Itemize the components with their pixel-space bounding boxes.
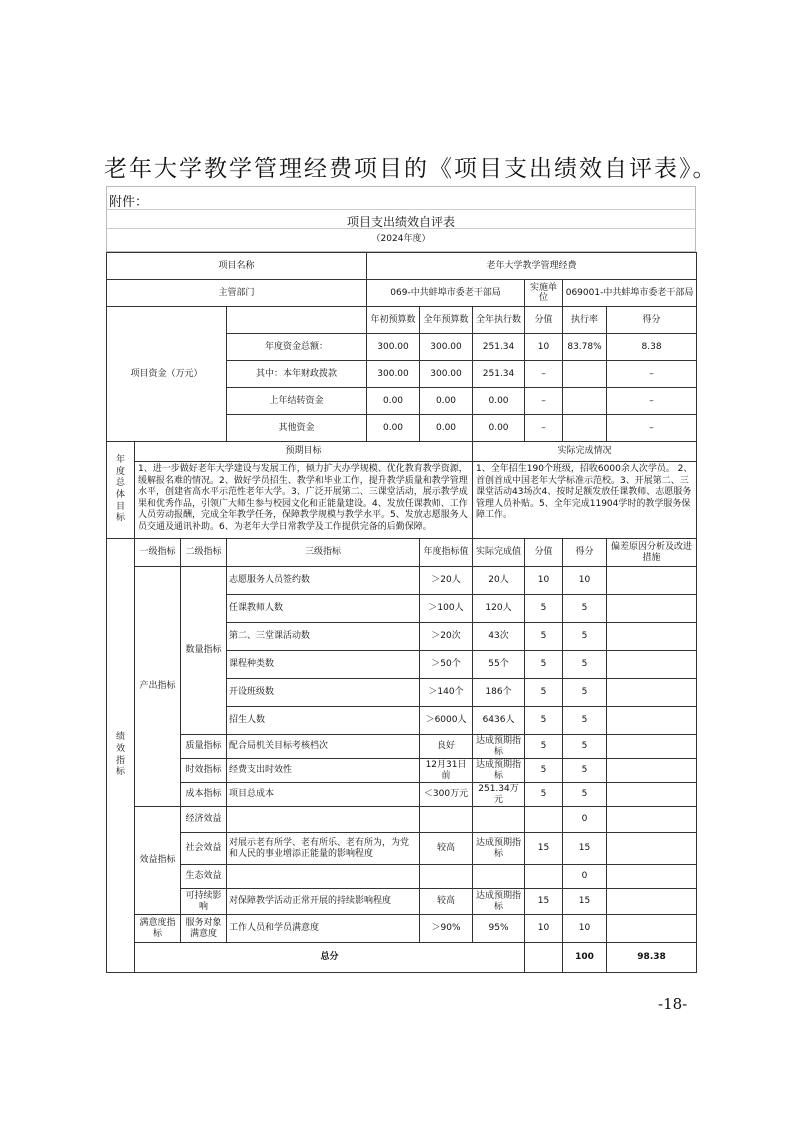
indicator-row (107, 915, 697, 943)
impl-value: 069001-中共蚌埠市委老干部局 (563, 280, 697, 307)
dept-value: 069-中共蚌埠市委老干部局 (367, 280, 525, 307)
l1-satisfaction: 满意度指标 (135, 915, 181, 943)
funds-header: 得分 (607, 307, 697, 334)
indicator-target: ＞50个 (420, 651, 473, 679)
indicator-score: 5 (525, 783, 563, 807)
indicator-header: 得分 (563, 539, 607, 567)
funds-header: 全年预算数 (420, 307, 473, 334)
dept-label: 主管部门 (107, 280, 367, 307)
funds-label: 项目资金（万元） (107, 307, 227, 442)
indicator-got: 10 (563, 567, 607, 595)
indicator-row (107, 833, 697, 865)
funds-cell: 251.34 (473, 361, 525, 388)
indicator-name: 项目总成本 (227, 783, 420, 807)
goals-label: 年度总体目标 (116, 454, 126, 524)
indicator-actual: 6436人 (473, 707, 525, 735)
indicator-got: 0 (563, 807, 607, 833)
indicator-target: ＜300万元 (420, 783, 473, 807)
indicator-row (107, 567, 697, 595)
indicator-actual: 43次 (473, 623, 525, 651)
funds-cell: 300.00 (367, 361, 420, 388)
funds-header: 分值 (525, 307, 563, 334)
indicator-target: 较高 (420, 833, 473, 865)
indicator-side-label (107, 539, 135, 973)
indicator-name: 第二、三堂课活动数 (227, 623, 420, 651)
total-row (107, 943, 697, 973)
indicator-got: 5 (563, 623, 607, 651)
department-row (107, 280, 697, 307)
funds-cell: 0.00 (367, 388, 420, 415)
planned-text: 1、进一步做好老年大学建设与发展工作，倾力扩大办学规模、优化教育教学资源，缓解报名难的情况。2、做好学员招生、教学和毕业工作，提升教学质量和教学管理水平，创建省高水平示范性老年大学。3、广泛开展第二、三课堂活动，展示教学成果和优秀作品，引领广大师生参与校园文化和正能量建设。4、发放任课教师、工作人员劳动报酬，完成全年教学任务，保障教学规模与教学水平。5、发放志愿服务人员交通及通讯补助。6、为老年大学日常教学及工作提供完备的后勤保障。 (135, 462, 473, 539)
funds-cell: 251.34 (473, 334, 525, 361)
actual-header: 实际完成情况 (473, 442, 697, 462)
funds-row-name: 上年结转资金 (227, 388, 367, 415)
funds-cell: 0.00 (473, 415, 525, 442)
indicator-score: 15 (525, 889, 563, 915)
total-label: 总分 (135, 943, 525, 973)
indicator-actual: 55个 (473, 651, 525, 679)
funds-header-row (107, 307, 697, 334)
indicator-got: 15 (563, 889, 607, 915)
indicators-label: 绩效指标 (116, 732, 126, 778)
l2-economic: 经济效益 (181, 807, 227, 833)
funds-cell: – (525, 415, 563, 442)
indicator-actual: 达成预期指标 (473, 833, 525, 865)
indicator-target: ＞6000人 (420, 707, 473, 735)
indicator-header: 偏差原因分析及改进措施 (607, 539, 697, 567)
indicator-got: 0 (563, 865, 607, 889)
funds-cell: – (607, 361, 697, 388)
indicator-got: 5 (563, 759, 607, 783)
form-header (106, 186, 696, 252)
indicator-actual: 251.34万元 (473, 783, 525, 807)
indicator-target: ＞20人 (420, 567, 473, 595)
funds-cell: 83.78% (563, 334, 607, 361)
funds-cell (563, 388, 607, 415)
indicator-row (107, 865, 697, 889)
impl-label: 实施单位 (525, 280, 563, 307)
indicator-name: 对保障教学活动正常开展的持续影响程度 (227, 889, 420, 915)
indicator-score: 5 (525, 623, 563, 651)
indicator-header: 二级指标 (181, 539, 227, 567)
indicator-row (107, 783, 697, 807)
indicator-score: 10 (525, 915, 563, 943)
project-name-row (107, 253, 697, 280)
indicator-name: 开设班级数 (227, 679, 420, 707)
funds-header: 执行率 (563, 307, 607, 334)
indicator-got: 5 (563, 651, 607, 679)
indicator-score: 10 (525, 567, 563, 595)
funds-row-name: 其他资金 (227, 415, 367, 442)
indicator-name: 工作人员和学员满意度 (227, 915, 420, 943)
indicator-header-row (107, 539, 697, 567)
table-year: （2024年度） (371, 234, 431, 244)
indicator-target: 12月31日前 (420, 759, 473, 783)
project-name-value: 老年大学教学管理经费 (367, 253, 697, 280)
indicator-target: ＞20次 (420, 623, 473, 651)
indicator-row (107, 735, 697, 759)
indicator-target: 较高 (420, 889, 473, 915)
indicator-score: 15 (525, 833, 563, 865)
indicator-header: 实际完成值 (473, 539, 525, 567)
indicator-row (107, 759, 697, 783)
indicator-score: 5 (525, 707, 563, 735)
funds-cell: 0.00 (420, 415, 473, 442)
funds-cell: 0.00 (420, 388, 473, 415)
indicator-got: 15 (563, 833, 607, 865)
funds-header: 年初预算数 (367, 307, 420, 334)
l2-timeliness: 时效指标 (181, 759, 227, 783)
l2-cost: 成本指标 (181, 783, 227, 807)
indicator-actual: 186个 (473, 679, 525, 707)
indicator-header: 分值 (525, 539, 563, 567)
funds-cell (563, 415, 607, 442)
l1-benefit: 效益指标 (135, 807, 181, 915)
funds-cell: 0.00 (367, 415, 420, 442)
indicator-got: 5 (563, 707, 607, 735)
indicator-target: ＞100人 (420, 595, 473, 623)
indicator-got: 5 (563, 595, 607, 623)
indicator-target: ＞140个 (420, 679, 473, 707)
funds-cell: 300.00 (420, 334, 473, 361)
l2-satisfaction: 服务对象满意度 (181, 915, 227, 943)
funds-cell: 300.00 (420, 361, 473, 388)
l2-quantity: 数量指标 (181, 567, 227, 735)
indicator-name: 课程种类数 (227, 651, 420, 679)
indicator-got: 5 (563, 679, 607, 707)
indicator-header: 一级指标 (135, 539, 181, 567)
l2-social: 社会效益 (181, 833, 227, 865)
indicator-row (107, 807, 697, 833)
funds-cell: – (525, 388, 563, 415)
project-name-label: 项目名称 (107, 253, 367, 280)
funds-cell: – (525, 361, 563, 388)
indicator-row (107, 889, 697, 915)
indicator-score: 5 (525, 651, 563, 679)
l1-output: 产出指标 (135, 567, 181, 807)
indicator-name: 志愿服务人员签约数 (227, 567, 420, 595)
funds-row-name: 年度资金总额： (227, 334, 367, 361)
actual-text: 1、全年招生190个班级，招收6000余人次学员。 2、首创首成中国老年大学标准示范校。3、开展第二、三课堂活动43场次4、按时足额发放任课教师、志愿服务管理人员补贴。5、全年完成11904学时的教学服务保障工作。 (473, 462, 697, 539)
table-title: 项目支出绩效自评表 (346, 215, 455, 229)
indicator-score: 5 (525, 595, 563, 623)
indicator-name: 任课教师人数 (227, 595, 420, 623)
page-number: -18- (658, 995, 688, 1013)
indicator-actual: 20人 (473, 567, 525, 595)
indicator-score: 5 (525, 759, 563, 783)
page-heading: 老年大学教学管理经费项目的《项目支出绩效自评表》。 (104, 156, 718, 182)
indicator-got: 5 (563, 783, 607, 807)
l2-quality: 质量指标 (181, 735, 227, 759)
attachment-label: 附件： (109, 195, 149, 210)
funds-cell: 0.00 (473, 388, 525, 415)
indicator-got: 10 (563, 915, 607, 943)
funds-row-name: 其中：本年财政拨款 (227, 361, 367, 388)
funds-cell: 8.38 (607, 334, 697, 361)
funds-cell (563, 361, 607, 388)
indicator-header: 三级指标 (227, 539, 420, 567)
funds-cell: 10 (525, 334, 563, 361)
goals-side-label (107, 442, 135, 539)
indicator-actual: 达成预期指标 (473, 759, 525, 783)
indicator-actual: 达成预期指标 (473, 889, 525, 915)
funds-cell: 300.00 (367, 334, 420, 361)
indicator-header: 年度指标值 (420, 539, 473, 567)
indicator-name: 招生人数 (227, 707, 420, 735)
goals-text-row (107, 462, 697, 539)
indicator-actual: 达成预期指标 (473, 735, 525, 759)
indicator-got: 5 (563, 735, 607, 759)
total-got: 98.38 (607, 943, 697, 973)
funds-cell: – (607, 415, 697, 442)
evaluation-form (106, 186, 696, 972)
indicator-name: 经费支出时效性 (227, 759, 420, 783)
goals-header-row (107, 442, 697, 462)
l2-ecological: 生态效益 (181, 865, 227, 889)
indicator-target: ＞90% (420, 915, 473, 943)
planned-header: 预期目标 (135, 442, 473, 462)
indicator-score: 5 (525, 679, 563, 707)
indicator-score: 5 (525, 735, 563, 759)
indicator-target: 良好 (420, 735, 473, 759)
indicator-name: 配合局机关目标考核档次 (227, 735, 420, 759)
evaluation-table (106, 252, 697, 973)
funds-header: 全年执行数 (473, 307, 525, 334)
indicator-name: 对展示老有所学、老有所乐、老有所为，为党和人民的事业增添正能量的影响程度 (227, 833, 420, 865)
funds-cell: – (607, 388, 697, 415)
indicator-actual: 95% (473, 915, 525, 943)
total-score: 100 (563, 943, 607, 973)
l2-sustainable: 可持续影响 (181, 889, 227, 915)
indicator-actual: 120人 (473, 595, 525, 623)
